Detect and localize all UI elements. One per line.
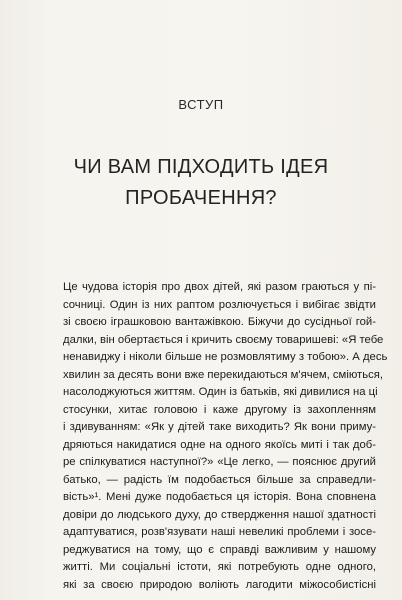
body-line: ненавиджу і ніколи більше не розмовлятиму з тобою». А десь: [63, 351, 388, 363]
body-line: стосунки, хитає головою і каже другому із захопленням: [63, 403, 376, 416]
body-line: ре спілкуватися наступної?» «Це легко, — пояснює другий: [63, 456, 376, 468]
body-line: Це чудова історія про двох дітей, які разом граються у пі-: [63, 281, 376, 293]
chapter-title-line: ПРОБАЧЕННЯ?: [125, 187, 277, 209]
body-line: які за своєю природою воліють лагодити міжособистісні: [63, 578, 376, 591]
body-line: далки, він обертається і кричить своєму товаришеві: «Я тебе: [63, 333, 384, 346]
body-line: довіри до людського духу, до ствердження нашої здатності: [63, 508, 376, 521]
body-line: житті. Ми соціальні істоти, які потребують одне одного,: [63, 561, 376, 573]
body-line: адаптуватися, розв'язувати наші невеликі проблеми і зосе-: [63, 526, 376, 538]
chapter-title: [40, 152, 362, 214]
body-line: насолоджуються життям. Один із батьків, які дивилися на ці: [63, 386, 378, 398]
body-line: реджуватися на тому, що є справді важливим у нашому: [63, 543, 376, 556]
section-label: ВСТУП: [178, 97, 224, 112]
body-line: вість»¹. Мені дуже подобається ця історія. Вона сповнена: [63, 491, 376, 503]
body-paragraph: [63, 279, 388, 594]
body-line: сочниці. Один із них раптом розлючується і вибігає звідти: [63, 298, 376, 311]
body-line: і здивуванням: «Як у дітей таке виходить? Як вони приму-: [63, 421, 376, 433]
chapter-title-line: ЧИ ВАМ ПІДХОДИТЬ ІДЕЯ: [73, 156, 329, 178]
body-line: дряються накидатися одне на одного якоїсь миті і так доб-: [63, 438, 376, 451]
body-line: батько, — радість їм подобається більше за справедли-: [63, 473, 376, 486]
body-line: хвилин за десять вони вже перекидаються м'ячем, сміються,: [63, 368, 384, 381]
body-line: зі своєю іграшковою вантажівкою. Біжучи до сусідньої гой-: [63, 316, 376, 328]
